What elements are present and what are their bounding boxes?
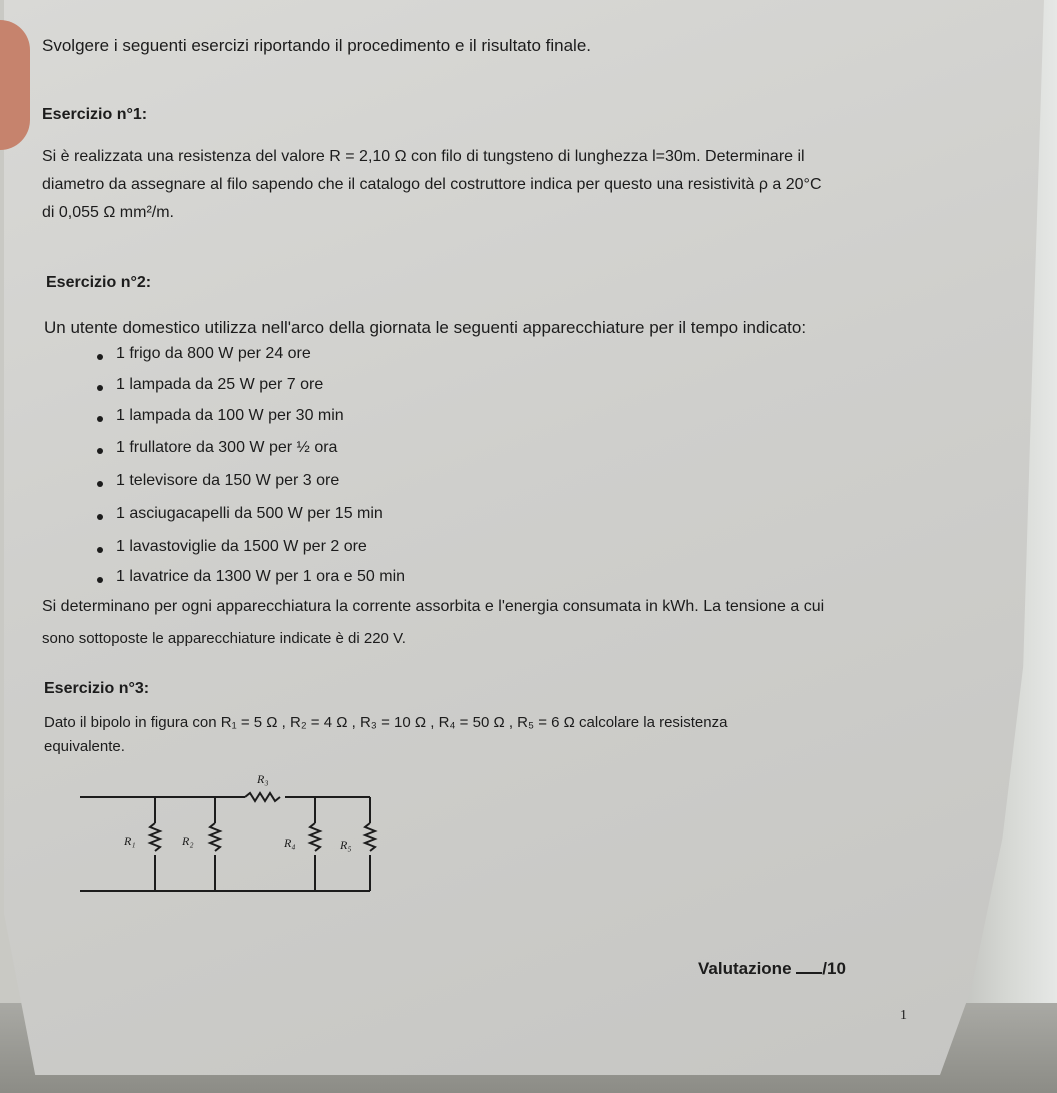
circuit-diagram — [70, 765, 390, 905]
list-item: 1 lampada da 25 W per 7 ore — [116, 376, 324, 393]
ex1-line1: Si è realizzata una resistenza del valore R = 2,10 Ω con filo di tungsteno di lunghezza l=30m. Determinare il — [42, 148, 805, 165]
r2-label: R₂ — [182, 834, 194, 848]
ex2-outro2: sono sottoposte le apparecchiature indicate è di 220 V. — [42, 630, 406, 647]
grade-field — [698, 958, 846, 979]
page-number: 1 — [900, 1008, 907, 1023]
r3-resistor — [245, 793, 280, 801]
ex3-title: Esercizio n°3: — [44, 680, 150, 697]
list-item: 1 frullatore da 300 W per ½ ora — [116, 439, 338, 456]
list-item: 1 lavastoviglie da 1500 W per 2 ore — [116, 538, 367, 555]
bullet — [97, 547, 103, 553]
finger — [0, 20, 30, 150]
list-item: 1 televisore da 150 W per 3 ore — [116, 472, 340, 489]
grade-label: Valutazione — [698, 959, 792, 978]
r3-label: R₃ — [257, 772, 269, 786]
ex1-line2: diametro da assegnare al filo sapendo che il catalogo del costruttore indica per questo una resistività ρ a 20°C — [42, 176, 822, 193]
r4-resistor — [310, 823, 320, 851]
r1-resistor — [150, 823, 160, 851]
r2-resistor — [210, 823, 220, 851]
list-item: 1 lampada da 100 W per 30 min — [116, 407, 344, 424]
ex1-title: Esercizio n°1: — [42, 106, 148, 123]
grade-blank — [796, 958, 822, 974]
list-item: 1 lavatrice da 1300 W per 1 ora e 50 min — [116, 568, 406, 585]
ex3-line2: equivalente. — [44, 738, 125, 755]
ex1-line3: di 0,055 Ω mm²/m. — [42, 204, 174, 221]
ex2-outro1: Si determinano per ogni apparecchiatura la corrente assorbita e l'energia consumata in kWh. La tensione a cui — [42, 598, 825, 615]
list-item: 1 asciugacapelli da 500 W per 15 min — [116, 505, 383, 522]
bullet — [97, 354, 103, 360]
r4-label: R₄ — [284, 836, 296, 850]
bullet — [97, 385, 103, 391]
r5-label: R₅ — [340, 838, 352, 852]
bullet — [97, 416, 103, 422]
list-item: 1 frigo da 800 W per 24 ore — [116, 345, 311, 362]
ex2-intro: Un utente domestico utilizza nell'arco della giornata le seguenti apparecchiature per il tempo indicato: — [44, 318, 807, 337]
grade-suffix: /10 — [822, 959, 846, 978]
bullet — [97, 448, 103, 454]
r1-label: R₁ — [124, 834, 136, 848]
r5-resistor — [365, 823, 375, 851]
ex3-line1: Dato il bipolo in figura con R₁ = 5 Ω , R₂ = 4 Ω , R₃ = 10 Ω , R₄ = 50 Ω , R₅ = 6 Ω calcolare la resistenza — [44, 714, 728, 731]
bullet — [97, 577, 103, 583]
ex2-title: Esercizio n°2: — [46, 274, 152, 291]
bullet — [97, 514, 103, 520]
page-header: Svolgere i seguenti esercizi riportando il procedimento e il risultato finale. — [42, 36, 592, 55]
bullet — [97, 481, 103, 487]
